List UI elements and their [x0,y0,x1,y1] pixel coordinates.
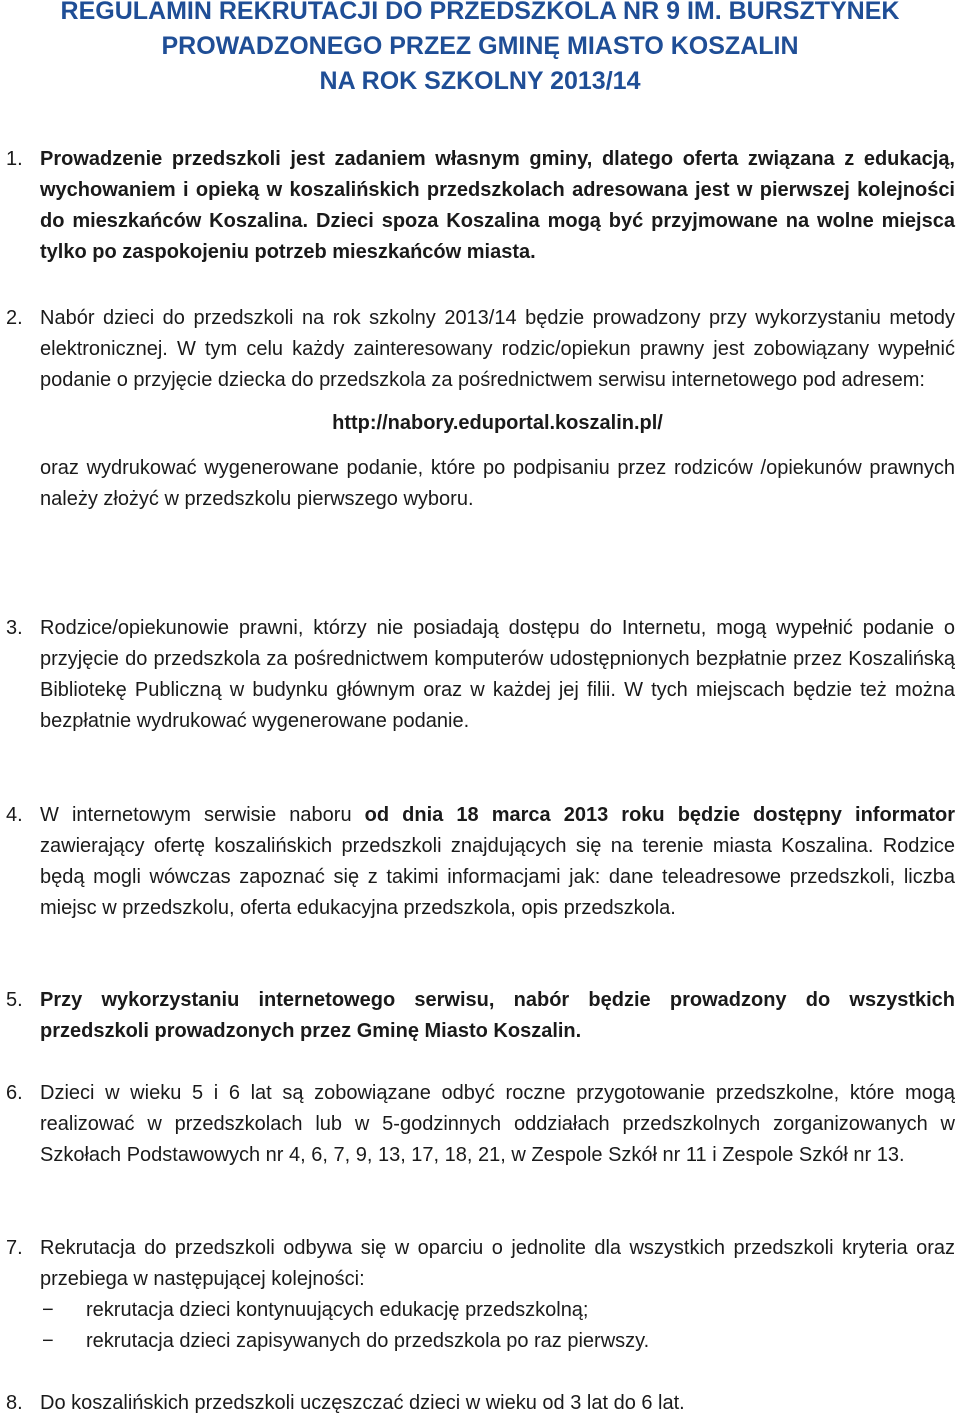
item-number: 8. [6,1392,23,1414]
item-number: 4. [6,804,23,826]
item-text: Rodzice/opiekunowie prawni, którzy nie posiadają dostępu do Internetu, mogą wypełnić podanie o przyjęcie do przedszkola za pośrednictwem komputerów udostępnionych bezpłatnie przez Koszalińską Bibliotekę Publiczną w budynku głównym oraz w każdej jej filii. W tych miejscach będzie też można bezpłatnie wydrukować wygenerowane podanie. [40,617,955,732]
item-text-bold: od dnia 18 marca 2013 roku będzie dostępny informator [364,804,956,826]
regulation-item-8 [0,1388,960,1419]
regulation-item-5 [0,985,960,1047]
regulation-item-7 [0,1233,960,1357]
item-text-part: zawierający ofertę koszalińskich przedszkoli znajdujących się na terenie miasta Koszalina. Rodzice będą mogli wówczas zapoznać się z takimi informacjami jak: dane teleadresowe przedszkoli, liczba miejsc w przedszkolu, oferta edukacyjna przedszkola, opis przedszkola. [40,835,955,919]
item-text-part: Dzieci spoza Koszalina mogą być przyjmowane na wolne miejsca tylko po zaspokojeniu potrzeb mieszkańców miasta. [40,210,955,263]
item-text-part: W internetowym serwisie naboru [40,804,352,826]
dash-list [40,1295,955,1357]
regulation-item-4 [0,800,960,924]
item-text [40,303,955,515]
item-text-part: Nabór dzieci do przedszkoli na rok szkolny 2013/14 będzie prowadzony przy wykorzystaniu metody elektronicznej. W tym celu każdy zainteresowany rodzic/opiekun prawny jest zobowiązany wypełnić podanie o przyjęcie dziecka do przedszkola za pośrednictwem serwisu internetowego pod adresem: [40,307,955,391]
regulation-item-1 [0,144,960,268]
item-text: Przy wykorzystaniu internetowego serwisu, nabór będzie prowadzony do wszystkich przedszkoli prowadzonych przez Gminę Miasto Koszalin. [40,989,955,1042]
regulation-item-6 [0,1078,960,1171]
regulation-item-3 [0,613,960,737]
item-text-part: oraz wydrukować wygenerowane podanie, które po podpisaniu przez rodziców /opiekunów prawnych należy złożyć w przedszkolu pierwszego wyboru. [40,457,955,510]
item-text [40,144,955,268]
list-item: − rekrutacja dzieci kontynuujących edukację przedszkolną; [40,1295,955,1326]
regulation-item-2 [0,303,960,515]
title-line-2: PROWADZONEGO PRZEZ GMINĘ MIASTO KOSZALIN [161,32,799,60]
item-number: 1. [6,148,23,170]
enrollment-url: http://nabory.eduportal.koszalin.pl/ [332,412,663,434]
document-title [40,0,920,99]
item-number: 7. [6,1237,23,1259]
item-text-part: Rekrutacja do przedszkoli odbywa się w oparciu o jednolite dla wszystkich przedszkoli kryteria oraz przebiega w następującej kolejności: [40,1237,955,1290]
item-text-part: Prowadzenie przedszkoli jest zadaniem własnym gminy, dlatego oferta związana z edukacją, wychowaniem i opieką w koszalińskich przedszkolach adresowana jest w pierwszej kolejności do mieszkańców Koszalina. [40,148,955,232]
item-number: 5. [6,989,23,1011]
list-item: − rekrutacja dzieci zapisywanych do przedszkola po raz pierwszy. [40,1326,955,1357]
item-text [40,1233,955,1357]
item-text [40,800,955,924]
item-text: Dzieci w wieku 5 i 6 lat są zobowiązane odbyć roczne przygotowanie przedszkolne, które mogą realizować w przedszkolach lub w 5-godzinnych oddziałach przedszkolnych zorganizowanych w Szkołach Podstawowych nr 4, 6, 7, 9, 13, 17, 18, 21, w Zespole Szkół nr 11 i Zespole Szkół nr 13. [40,1082,955,1166]
item-number: 3. [6,617,23,639]
title-line-1: REGULAMIN REKRUTACJI DO PRZEDSZKOLA NR 9 IM. BURSZTYNEK [60,0,900,25]
title-line-3: NA ROK SZKOLNY 2013/14 [319,67,641,95]
item-number: 6. [6,1082,23,1104]
item-number: 2. [6,307,23,329]
item-text: Do koszalińskich przedszkoli uczęszczać dzieci w wieku od 3 lat do 6 lat. [40,1392,685,1414]
